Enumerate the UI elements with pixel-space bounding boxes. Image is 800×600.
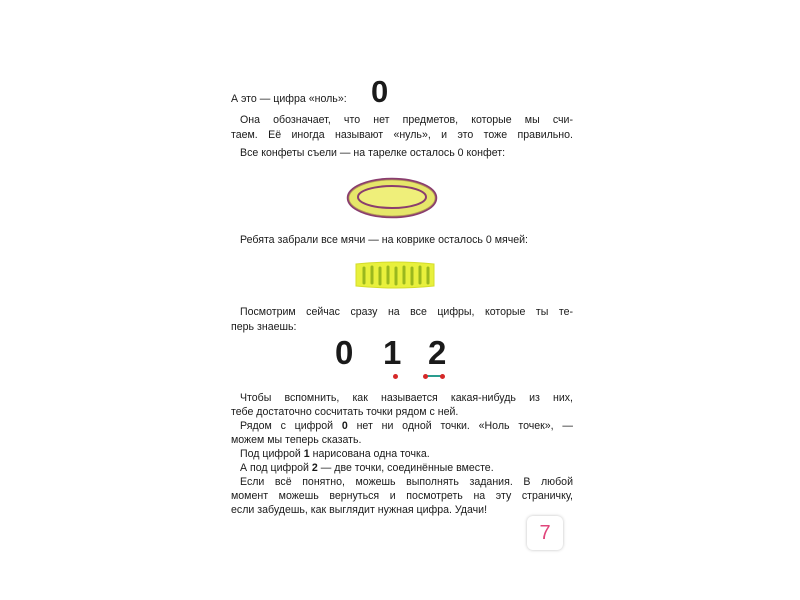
paragraph1-line1: Она обозначает, что нет предметов, которые мы счи- [240,114,573,126]
empty-plate-image [346,176,438,220]
intro-text: А это — цифра «ноль»: [231,93,347,105]
explanation-line4: можем мы теперь сказать. [231,434,362,446]
paragraph1-line3: Все конфеты съели — на тарелке осталось 0 конфет: [240,147,506,159]
explanation-line2: тебе достаточно сосчитать точки рядом с ней. [231,406,459,418]
digit-one-dot [393,374,398,379]
explanation-line3: Рядом с цифрой 0 нет ни одной точки. «Ноль точек», — [240,420,573,432]
big-zero-digit: 0 [371,74,389,109]
digit-two-dot-left [423,374,428,379]
explanation-line1: Чтобы вспомнить, как называется какая-нибудь из них, [240,392,573,404]
empty-mat-image [352,258,438,292]
explanation-line9: если забудешь, как выглядит нужная цифра. Удачи! [231,504,488,516]
paragraph2-line1: Ребята забрали все мячи — на коврике осталось 0 мячей: [240,234,528,246]
paragraph3-line2: перь знаешь: [231,321,297,333]
paragraph1-line2: таем. Её иногда называют «нуль», и это тоже правильно. [231,129,573,141]
digit-one: 1 [383,334,402,371]
explanation-line8: момент можешь вернуться и посмотреть на эту страничку, [231,490,573,502]
page-number: 7 [539,522,551,544]
digit-zero: 0 [335,334,354,371]
explanation-line5: Под цифрой 1 нарисована одна точка. [240,448,430,460]
digit-two-dot-right [440,374,445,379]
paragraph3-line1: Посмотрим сейчас сразу на все цифры, которые ты те- [240,306,573,318]
page-number-box [527,516,563,550]
digit-two: 2 [428,334,447,371]
digit-two-link-line [427,375,441,377]
explanation-line6: А под цифрой 2 — две точки, соединённые вместе. [240,462,494,474]
explanation-line7: Если всё понятно, можешь выполнять задания. В любой [240,476,573,488]
